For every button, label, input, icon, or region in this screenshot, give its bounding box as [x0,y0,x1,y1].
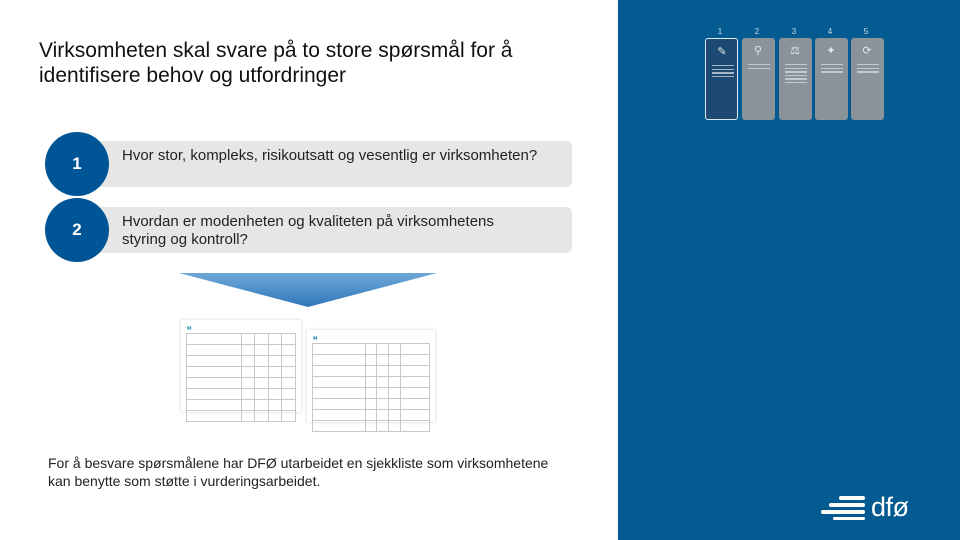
question-text: Hvordan er modenheten og kvaliteten på virksomhetens styring og kontroll? [122,213,494,248]
scales-icon: ⚖ [790,45,800,57]
step-card-1 [705,38,738,120]
step-card-2 [742,38,775,120]
pencil-icon: ✎ [717,46,727,58]
step-number: 4 [827,27,833,36]
checklist-thumbnail-2 [307,330,435,422]
step-card-3 [779,38,812,120]
logo-text: dfø [871,492,909,522]
refresh-icon: ⟳ [862,45,872,57]
question-text: Hvor stor, kompleks, risikoutsatt og vesentlig er virksomheten? [122,147,538,164]
down-arrow-icon [179,273,437,307]
dfo-logo [821,492,909,523]
step-number: 2 [754,27,760,36]
step-number: 1 [717,27,723,36]
magnifier-icon: ⚲ [753,45,763,57]
checklist-logo-icon: ▮▮ [187,325,192,330]
step-number: 3 [791,27,797,36]
step-card-5 [851,38,884,120]
bottom-description: For å besvare spørsmålene har DFØ utarbeidet en sjekkliste som virksomhetene kan benytte som støtte i vurderingsarbeidet. [48,455,549,489]
lightbulb-icon: ✦ [826,45,836,57]
logo-bars-icon [821,496,867,520]
question-number-badge: 1 [45,132,109,196]
step-card-4 [815,38,848,120]
question-row-2 [60,207,572,253]
step-number: 5 [863,27,869,36]
checklist-thumbnail-1 [181,320,301,412]
checklist-logo-icon: ▮▮ [313,335,318,340]
question-row-1 [60,141,572,187]
question-number-badge: 2 [45,198,109,262]
slide-title: Virksomheten skal svare på to store spørsmål for å identifisere behov og utfordringer [39,39,513,87]
